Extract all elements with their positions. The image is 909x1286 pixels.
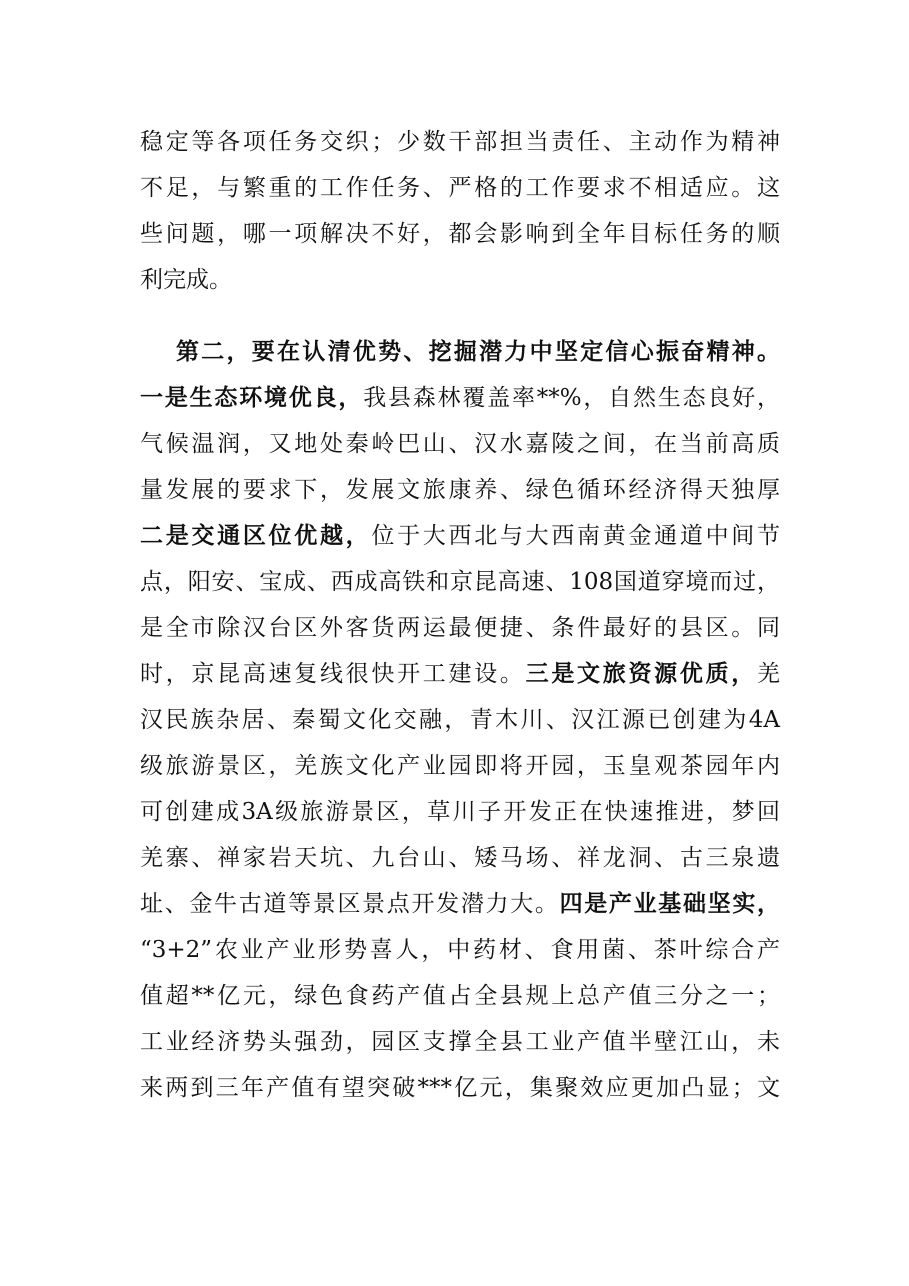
paragraph-line: 不足，与繁重的工作任务、严格的工作要求不相适应。这 — [140, 175, 780, 201]
paragraph-line: 量发展的要求下，发展文旅康养、绿色循环经济得天独厚 — [140, 477, 780, 503]
paragraph-line: 点，阳安、宝成、西成高铁和京昆高速、108国道穿境而过， — [140, 569, 780, 595]
paragraph-line: 利完成。 — [140, 267, 232, 293]
paragraph-line: 汉民族杂居、秦蜀文化交融，青木川、汉江源已创建为4A — [140, 707, 780, 733]
paragraph-line — [140, 383, 780, 413]
section-heading: 第二，要在认清优势、挖掘潜力中坚定信心振奋精神。 — [176, 338, 780, 365]
point-title: 三是文旅资源优质， — [525, 660, 758, 687]
point-title: 一是生态环境优良， — [140, 384, 364, 411]
paragraph-line — [140, 659, 780, 689]
paragraph-line: 工业经济势头强劲，园区支撑全县工业产值半壁江山，未 — [140, 1029, 780, 1055]
paragraph-line: 些问题，哪一项解决不好，都会影响到全年目标任务的顺 — [140, 221, 780, 247]
paragraph-line: 是全市除汉台区外客货两运最便捷、条件最好的县区。同 — [140, 615, 780, 641]
point-text: 址、金牛古道等景区景点开发潜力大。 — [140, 891, 560, 917]
point-text: 时，京昆高速复线很快开工建设。 — [140, 661, 526, 687]
paragraph-line: 来两到三年产值有望突破***亿元，集聚效应更加凸显；文 — [140, 1075, 780, 1101]
paragraph-line: 级旅游景区，羌族文化产业园即将开园，玉皇观茶园年内 — [140, 753, 780, 779]
point-text: 位于大西北与大西南黄金通道中间节 — [371, 523, 781, 549]
point-title: 四是产业基础坚实， — [559, 890, 781, 917]
paragraph-line: 可创建成3A级旅游景区，草川子开发正在快速推进，梦回 — [140, 799, 780, 825]
point-title: 二是交通区位优越， — [140, 522, 372, 549]
point-text: 我县森林覆盖率**%，自然生态良好， — [363, 385, 781, 411]
paragraph-line: 稳定等各项任务交织；少数干部担当责任、主动作为精神 — [140, 129, 780, 155]
paragraph-line: 羌寨、禅家岩天坑、九台山、矮马场、祥龙洞、古三泉遗 — [140, 845, 780, 871]
paragraph-line: 值超**亿元，绿色食药产值占全县规上总产值三分之一； — [140, 983, 780, 1009]
paragraph-line — [140, 521, 780, 551]
point-text: 羌 — [757, 661, 781, 687]
paragraph-line: 气候温润，又地处秦岭巴山、汉水嘉陵之间，在当前高质 — [140, 431, 780, 457]
paragraph-line — [140, 889, 780, 919]
paragraph-line: “3+2”农业产业形势喜人，中药材、食用菌、茶叶综合产 — [140, 937, 780, 963]
